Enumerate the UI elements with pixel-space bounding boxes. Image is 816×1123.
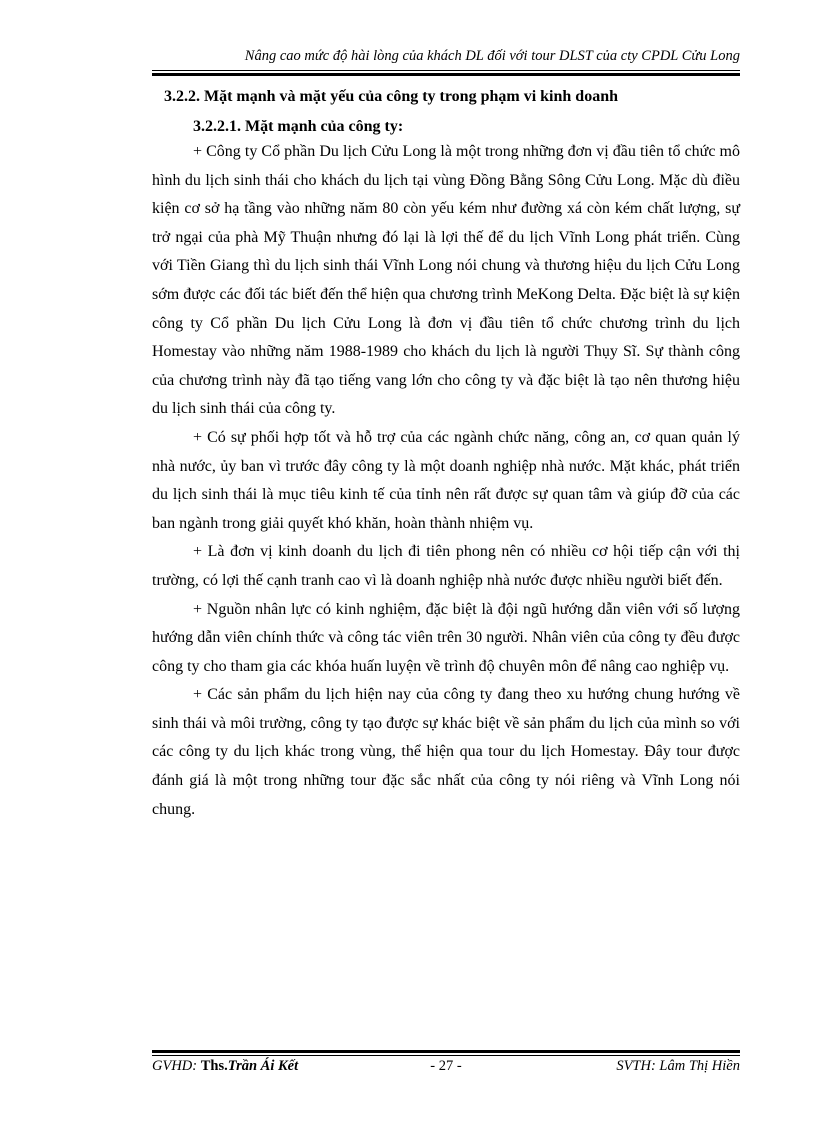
footer-rule-thick [152, 1050, 740, 1053]
paragraph: + Công ty Cổ phần Du lịch Cửu Long là một trong những đơn vị đầu tiên tổ chức mô hình du lịch sinh thái cho khách du lịch tại vùng Đồng Bằng Sông Cửu Long. Mặc dù điều kiện cơ sở hạ tầng vào những năm 80 còn yếu kém như đường xá còn kém chất lượng, sự trở ngại của phà Mỹ Thuận nhưng đó lại là lợi thế để du lịch Vĩnh Long phát triển. Cùng với Tiền Giang thì du lịch sinh thái Vĩnh Long nói chung và thương hiệu du lịch Cửu Long sớm được các đối tác biết đến thể hiện qua chương trình MeKong Delta. Đặc biệt là sự kiện công ty Cổ phần Du lịch Cửu Long là đơn vị đầu tiên tổ chức chương trình du lịch Homestay vào những năm 1988-1989 cho khách du lịch là người Thụy Sĩ. Sự thành công của chương trình này đã tạo tiếng vang lớn cho công ty và đặc biệt là tạo nên thương hiệu du lịch sinh thái của công ty. [152, 143, 740, 418]
paragraph: + Nguồn nhân lực có kinh nghiệm, đặc biệt là đội ngũ hướng dẫn viên với số lượng hướng dẫn viên chính thức và công tác viên trên 30 người. Nhân viên của công ty đều được công ty cho tham gia các khóa huấn luyện về trình độ chuyên môn để nâng cao nghiệp vụ. [152, 600, 740, 675]
header-rule-thick [152, 73, 740, 76]
running-header: Nâng cao mức độ hài lòng của khách DL đối với tour DLST của cty CPDL Cửu Long [244, 48, 740, 64]
paragraph: + Là đơn vị kinh doanh du lịch đi tiên phong nên có nhiều cơ hội tiếp cận với thị trường, có lợi thế cạnh tranh cao vì là doanh nghiệp nhà nước được nhiều người biết đến. [152, 543, 740, 589]
section-heading: 3.2.2. Mặt mạnh và mặt yếu của công ty trong phạm vi kinh doanh [164, 88, 618, 105]
paragraph: + Các sản phẩm du lịch hiện nay của công ty đang theo xu hướng chung hướng về sinh thái và môi trường, công ty tạo được sự khác biệt về sản phẩm du lịch của mình so với các công ty du lịch khác trong vùng, thể hiện qua tour du lịch Homestay. Đây tour được đánh giá là một trong những tour đặc sắc nhất của công ty nói riêng và Vĩnh Long nói chung. [152, 686, 740, 818]
paragraph: + Có sự phối hợp tốt và hỗ trợ của các ngành chức năng, công an, cơ quan quản lý nhà nước, ủy ban vì trước đây công ty là một doanh nghiệp nhà nước. Mặt khác, phát triển du lịch sinh thái là mục tiêu kinh tế của tỉnh nên rất được sự quan tâm và giúp đỡ của các ban ngành trong giải quyết khó khăn, hoàn thành nhiệm vụ. [152, 428, 740, 532]
subsection-heading: 3.2.2.1. Mặt mạnh của công ty: [193, 118, 404, 135]
student-credit: SVTH: Lâm Thị Hiền [616, 1058, 740, 1074]
header-rule-thin [152, 70, 740, 71]
footer-rule-thin [152, 1055, 740, 1056]
advisor-title: Ths. [200, 1058, 228, 1074]
page-body [152, 86, 740, 824]
advisor-name: Trần Ái Kết [227, 1058, 299, 1074]
page-number: - 27 - [430, 1058, 462, 1074]
advisor-label: GVHD: [152, 1058, 201, 1074]
